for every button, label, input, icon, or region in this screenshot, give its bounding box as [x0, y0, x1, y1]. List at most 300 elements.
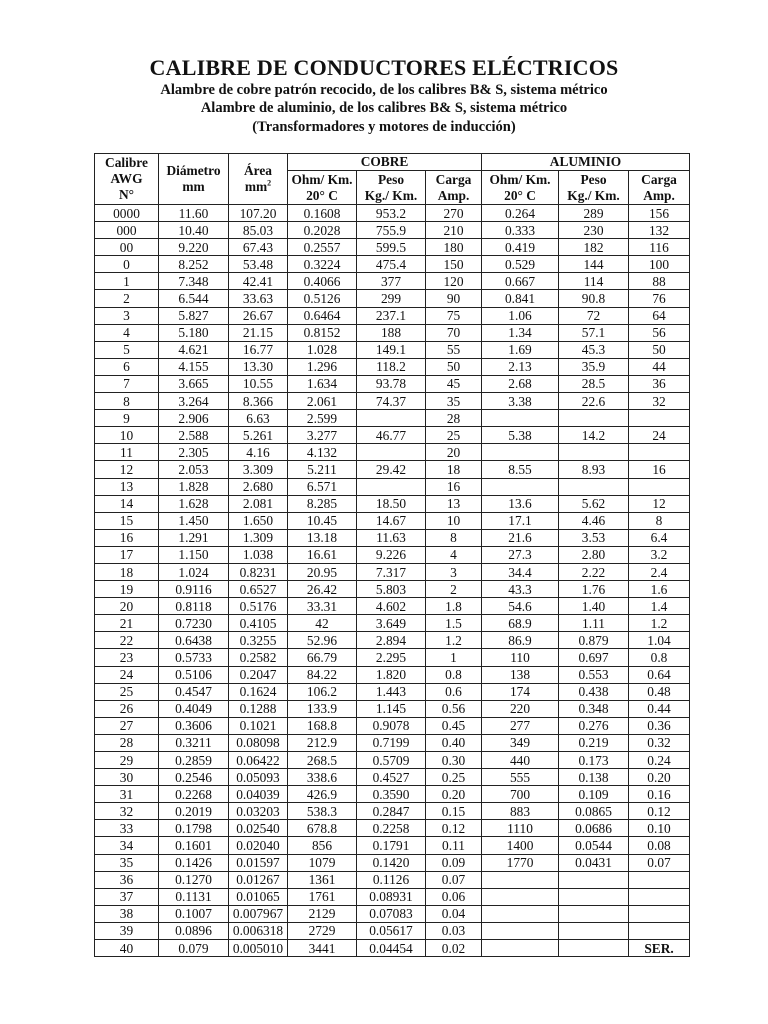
cell-aluminio-carga: 0.20 — [629, 769, 690, 786]
cell-diametro: 2.305 — [159, 444, 229, 461]
cell-diametro: 0.1131 — [159, 888, 229, 905]
cell-cobre-peso: 0.9078 — [357, 717, 426, 734]
cell-aluminio-ohm: 1.06 — [482, 307, 559, 324]
cell-cobre-peso: 2.295 — [357, 649, 426, 666]
cell-area: 0.6527 — [229, 581, 288, 598]
cell-area: 53.48 — [229, 256, 288, 273]
cell-calibre: 20 — [95, 598, 159, 615]
cell-aluminio-ohm: 21.6 — [482, 529, 559, 546]
table-row — [95, 940, 690, 957]
cell-calibre: 30 — [95, 769, 159, 786]
cell-calibre: 21 — [95, 615, 159, 632]
cell-cobre-carga: 3 — [426, 563, 482, 580]
cell-cobre-ohm: 212.9 — [288, 734, 357, 751]
cell-aluminio-carga: 76 — [629, 290, 690, 307]
cell-aluminio-peso: 4.46 — [559, 512, 629, 529]
cell-area: 2.680 — [229, 478, 288, 495]
subtitle-copper: Alambre de cobre patrón recocido, de los calibres B& S, sistema métrico — [160, 82, 608, 98]
cell-cobre-peso: 5.803 — [357, 581, 426, 598]
cell-diametro: 0.4049 — [159, 700, 229, 717]
table-row — [95, 598, 690, 615]
cell-cobre-ohm: 6.571 — [288, 478, 357, 495]
cell-area: 0.2582 — [229, 649, 288, 666]
subtitle-aluminum: Alambre de aluminio, de los calibres B& S, sistema métrico — [200, 100, 568, 116]
cell-cobre-carga: 0.09 — [426, 854, 482, 871]
cell-cobre-ohm: 84.22 — [288, 666, 357, 683]
header-area-superscript: 2 — [267, 178, 272, 188]
cell-area: 0.08098 — [229, 734, 288, 751]
cell-cobre-ohm: 106.2 — [288, 683, 357, 700]
cell-aluminio-carga: 88 — [629, 273, 690, 290]
cell-aluminio-carga: 1.04 — [629, 632, 690, 649]
cell-cobre-peso: 14.67 — [357, 512, 426, 529]
cell-aluminio-ohm — [482, 922, 559, 939]
cell-cobre-carga: 0.12 — [426, 820, 482, 837]
header-aluminio-peso — [559, 171, 629, 205]
table-row — [95, 563, 690, 580]
cell-aluminio-peso — [559, 940, 629, 957]
cell-aluminio-peso — [559, 478, 629, 495]
cell-area: 0.01597 — [229, 854, 288, 871]
cell-aluminio-ohm — [482, 478, 559, 495]
cell-aluminio-peso — [559, 444, 629, 461]
cell-diametro: 2.588 — [159, 427, 229, 444]
cell-calibre: 26 — [95, 700, 159, 717]
cell-diametro: 0.1270 — [159, 871, 229, 888]
cell-cobre-peso: 0.3590 — [357, 786, 426, 803]
cell-calibre: 4 — [95, 324, 159, 341]
cell-cobre-carga: 75 — [426, 307, 482, 324]
cell-area: 2.081 — [229, 495, 288, 512]
cell-diametro: 4.155 — [159, 358, 229, 375]
cell-area: 0.1021 — [229, 717, 288, 734]
cell-calibre: 14 — [95, 495, 159, 512]
table-row — [95, 700, 690, 717]
cell-cobre-peso: 475.4 — [357, 256, 426, 273]
cell-cobre-carga: 270 — [426, 205, 482, 222]
cell-diametro: 8.252 — [159, 256, 229, 273]
header-area-line2: mm — [244, 179, 268, 194]
cell-aluminio-ohm: 555 — [482, 769, 559, 786]
cell-cobre-peso — [357, 478, 426, 495]
header-aluminio-ohm — [482, 171, 559, 205]
header-aluminio-peso-line2: Kg./ Km. — [567, 187, 620, 203]
cell-aluminio-carga: 24 — [629, 427, 690, 444]
cell-aluminio-carga: 3.2 — [629, 546, 690, 563]
cell-diametro: 0.8118 — [159, 598, 229, 615]
cell-aluminio-peso: 0.438 — [559, 683, 629, 700]
table-row — [95, 393, 690, 410]
cell-aluminio-carga — [629, 888, 690, 905]
cell-cobre-peso: 46.77 — [357, 427, 426, 444]
cell-cobre-carga: 35 — [426, 393, 482, 410]
cell-area: 0.8231 — [229, 563, 288, 580]
cell-cobre-carga: 4 — [426, 546, 482, 563]
table-row — [95, 375, 690, 392]
cell-cobre-peso: 9.226 — [357, 546, 426, 563]
cell-calibre: 7 — [95, 375, 159, 392]
cell-aluminio-ohm: 220 — [482, 700, 559, 717]
cell-cobre-peso: 11.63 — [357, 529, 426, 546]
cell-diametro: 2.053 — [159, 461, 229, 478]
cell-cobre-carga: 0.20 — [426, 786, 482, 803]
header-calibre-line3: N° — [118, 187, 135, 202]
header-cobre-carga-line1: Carga — [435, 171, 472, 187]
cell-diametro: 1.024 — [159, 563, 229, 580]
group-header-cobre: COBRE — [288, 154, 482, 171]
cell-aluminio-carga: 0.44 — [629, 700, 690, 717]
cell-aluminio-ohm — [482, 940, 559, 957]
cell-aluminio-peso — [559, 905, 629, 922]
cell-aluminio-peso: 289 — [559, 205, 629, 222]
table-row — [95, 341, 690, 358]
cell-aluminio-peso: 14.2 — [559, 427, 629, 444]
cell-calibre: 29 — [95, 752, 159, 769]
cell-aluminio-peso: 0.0686 — [559, 820, 629, 837]
cell-diametro: 0.5733 — [159, 649, 229, 666]
cell-cobre-carga: 1.5 — [426, 615, 482, 632]
cell-aluminio-carga: 116 — [629, 239, 690, 256]
cell-aluminio-ohm: 3.38 — [482, 393, 559, 410]
cell-cobre-peso: 0.05617 — [357, 922, 426, 939]
cell-calibre: 17 — [95, 546, 159, 563]
cell-cobre-carga: 1 — [426, 649, 482, 666]
cell-aluminio-carga — [629, 478, 690, 495]
table-row — [95, 546, 690, 563]
cell-diametro: 0.2019 — [159, 803, 229, 820]
header-diametro — [159, 154, 229, 205]
cell-cobre-ohm: 0.3224 — [288, 256, 357, 273]
cell-cobre-peso: 149.1 — [357, 341, 426, 358]
cell-aluminio-ohm: 1770 — [482, 854, 559, 871]
cell-aluminio-peso: 0.879 — [559, 632, 629, 649]
cell-cobre-carga: 150 — [426, 256, 482, 273]
cell-area: 8.366 — [229, 393, 288, 410]
cell-cobre-carga: 20 — [426, 444, 482, 461]
cell-cobre-ohm: 338.6 — [288, 769, 357, 786]
cell-calibre: 12 — [95, 461, 159, 478]
cell-aluminio-peso: 8.93 — [559, 461, 629, 478]
cell-diametro: 1.628 — [159, 495, 229, 512]
cell-diametro: 0.1798 — [159, 820, 229, 837]
cell-cobre-peso — [357, 410, 426, 427]
cell-aluminio-ohm: 54.6 — [482, 598, 559, 615]
table-row — [95, 273, 690, 290]
cell-calibre: 13 — [95, 478, 159, 495]
cell-aluminio-carga: 2.4 — [629, 563, 690, 580]
table-row — [95, 307, 690, 324]
cell-calibre: 0000 — [95, 205, 159, 222]
cell-cobre-peso — [357, 444, 426, 461]
cell-aluminio-peso: 0.138 — [559, 769, 629, 786]
conductor-gauge-table — [94, 153, 690, 957]
cell-aluminio-peso: 182 — [559, 239, 629, 256]
cell-cobre-peso: 0.1420 — [357, 854, 426, 871]
table-row — [95, 461, 690, 478]
cell-cobre-peso: 2.894 — [357, 632, 426, 649]
cell-area: 21.15 — [229, 324, 288, 341]
table-row — [95, 752, 690, 769]
cell-aluminio-ohm: 86.9 — [482, 632, 559, 649]
cell-area: 0.4105 — [229, 615, 288, 632]
cell-cobre-ohm: 26.42 — [288, 581, 357, 598]
header-cobre-peso-line1: Peso — [377, 171, 405, 187]
cell-area: 16.77 — [229, 341, 288, 358]
cell-cobre-peso: 755.9 — [357, 222, 426, 239]
cell-cobre-carga: 70 — [426, 324, 482, 341]
cell-calibre: 31 — [95, 786, 159, 803]
cell-cobre-carga: 0.8 — [426, 666, 482, 683]
cell-aluminio-peso: 0.219 — [559, 734, 629, 751]
cell-aluminio-peso: 1.11 — [559, 615, 629, 632]
table-row — [95, 495, 690, 512]
cell-calibre: 25 — [95, 683, 159, 700]
table-row — [95, 427, 690, 444]
cell-cobre-ohm: 8.285 — [288, 495, 357, 512]
cell-cobre-carga: 25 — [426, 427, 482, 444]
cell-diametro: 2.906 — [159, 410, 229, 427]
table-row — [95, 649, 690, 666]
cell-aluminio-ohm: 138 — [482, 666, 559, 683]
header-cobre-peso-line2: Kg./ Km. — [364, 187, 418, 203]
cell-cobre-carga: 16 — [426, 478, 482, 495]
cell-cobre-peso: 0.5709 — [357, 752, 426, 769]
cell-cobre-carga: 0.03 — [426, 922, 482, 939]
cell-aluminio-carga: 0.16 — [629, 786, 690, 803]
cell-aluminio-ohm: 2.68 — [482, 375, 559, 392]
cell-area: 4.16 — [229, 444, 288, 461]
cell-area: 0.3255 — [229, 632, 288, 649]
cell-cobre-ohm: 1761 — [288, 888, 357, 905]
cell-diametro: 0.3606 — [159, 717, 229, 734]
cell-area: 107.20 — [229, 205, 288, 222]
cell-cobre-carga: 0.6 — [426, 683, 482, 700]
cell-cobre-peso: 0.2847 — [357, 803, 426, 820]
cell-calibre: 11 — [95, 444, 159, 461]
cell-aluminio-carga: 6.4 — [629, 529, 690, 546]
cell-cobre-ohm: 1361 — [288, 871, 357, 888]
cell-aluminio-peso: 2.22 — [559, 563, 629, 580]
header-calibre-line2: AWG — [110, 171, 143, 186]
cell-cobre-ohm: 3441 — [288, 940, 357, 957]
cell-aluminio-carga: 64 — [629, 307, 690, 324]
cell-cobre-ohm: 0.6464 — [288, 307, 357, 324]
cell-calibre: 000 — [95, 222, 159, 239]
cell-cobre-carga: 28 — [426, 410, 482, 427]
cell-cobre-carga: 0.30 — [426, 752, 482, 769]
cell-diametro: 5.180 — [159, 324, 229, 341]
cell-aluminio-peso: 45.3 — [559, 341, 629, 358]
cell-aluminio-ohm: 700 — [482, 786, 559, 803]
table-row — [95, 803, 690, 820]
cell-aluminio-ohm: 883 — [482, 803, 559, 820]
header-cobre-ohm-line2: 20° C — [306, 187, 338, 203]
cell-aluminio-peso: 0.0431 — [559, 854, 629, 871]
cell-aluminio-peso: 0.348 — [559, 700, 629, 717]
cell-diametro: 11.60 — [159, 205, 229, 222]
table-row — [95, 324, 690, 341]
cell-area: 0.005010 — [229, 940, 288, 957]
cell-calibre: 23 — [95, 649, 159, 666]
cell-cobre-carga: 0.04 — [426, 905, 482, 922]
cell-aluminio-carga: 44 — [629, 358, 690, 375]
cell-aluminio-peso: 3.53 — [559, 529, 629, 546]
cell-cobre-carga: 0.25 — [426, 769, 482, 786]
table-row — [95, 820, 690, 837]
cell-cobre-peso: 188 — [357, 324, 426, 341]
header-diametro-line1: Diámetro — [166, 163, 221, 178]
cell-aluminio-peso: 114 — [559, 273, 629, 290]
cell-aluminio-carga: 0.64 — [629, 666, 690, 683]
cell-cobre-ohm: 0.2028 — [288, 222, 357, 239]
cell-cobre-carga: 0.07 — [426, 871, 482, 888]
cell-aluminio-carga: 0.24 — [629, 752, 690, 769]
cell-cobre-ohm: 52.96 — [288, 632, 357, 649]
cell-aluminio-peso: 0.697 — [559, 649, 629, 666]
cell-diametro: 10.40 — [159, 222, 229, 239]
cell-cobre-ohm: 2129 — [288, 905, 357, 922]
cell-calibre: 27 — [95, 717, 159, 734]
cell-diametro: 4.621 — [159, 341, 229, 358]
cell-area: 26.67 — [229, 307, 288, 324]
cell-aluminio-peso — [559, 410, 629, 427]
cell-aluminio-peso: 144 — [559, 256, 629, 273]
cell-cobre-ohm: 1.634 — [288, 375, 357, 392]
cell-diametro: 1.828 — [159, 478, 229, 495]
cell-diametro: 9.220 — [159, 239, 229, 256]
document-title: CALIBRE DE CONDUCTORES ELÉCTRICOS — [149, 55, 619, 80]
cell-diametro: 0.2859 — [159, 752, 229, 769]
cell-aluminio-ohm: 2.13 — [482, 358, 559, 375]
cell-area: 0.2047 — [229, 666, 288, 683]
cell-calibre: 9 — [95, 410, 159, 427]
cell-cobre-ohm: 0.2557 — [288, 239, 357, 256]
cell-area: 1.650 — [229, 512, 288, 529]
cell-aluminio-carga: 16 — [629, 461, 690, 478]
cell-aluminio-ohm: 277 — [482, 717, 559, 734]
cell-calibre: 37 — [95, 888, 159, 905]
cell-calibre: 22 — [95, 632, 159, 649]
cell-diametro: 0.1007 — [159, 905, 229, 922]
cell-aluminio-carga — [629, 905, 690, 922]
cell-diametro: 5.827 — [159, 307, 229, 324]
cell-cobre-ohm: 33.31 — [288, 598, 357, 615]
cell-aluminio-carga: 12 — [629, 495, 690, 512]
cell-cobre-peso: 0.1126 — [357, 871, 426, 888]
cell-aluminio-carga: 8 — [629, 512, 690, 529]
cell-aluminio-peso: 0.173 — [559, 752, 629, 769]
cell-aluminio-carga: 56 — [629, 324, 690, 341]
header-cobre-ohm-line1: Ohm/ Km. — [291, 171, 353, 187]
cell-area: 0.1288 — [229, 700, 288, 717]
cell-aluminio-ohm: 1.69 — [482, 341, 559, 358]
cell-aluminio-ohm: 349 — [482, 734, 559, 751]
cell-calibre: 2 — [95, 290, 159, 307]
cell-cobre-carga: 10 — [426, 512, 482, 529]
cell-aluminio-peso: 72 — [559, 307, 629, 324]
cell-calibre: 5 — [95, 341, 159, 358]
cell-aluminio-ohm: 0.841 — [482, 290, 559, 307]
cell-aluminio-ohm: 1.34 — [482, 324, 559, 341]
cell-diametro: 0.3211 — [159, 734, 229, 751]
cell-cobre-peso: 4.602 — [357, 598, 426, 615]
table-row — [95, 769, 690, 786]
cell-cobre-peso: 299 — [357, 290, 426, 307]
cell-aluminio-peso: 0.553 — [559, 666, 629, 683]
cell-cobre-peso: 0.07083 — [357, 905, 426, 922]
table-row — [95, 239, 690, 256]
cell-cobre-carga: 55 — [426, 341, 482, 358]
cell-cobre-ohm: 4.132 — [288, 444, 357, 461]
cell-aluminio-peso: 90.8 — [559, 290, 629, 307]
header-aluminio-peso-line1: Peso — [580, 171, 607, 187]
cell-cobre-peso: 1.145 — [357, 700, 426, 717]
cell-cobre-peso: 29.42 — [357, 461, 426, 478]
cell-aluminio-ohm — [482, 871, 559, 888]
cell-aluminio-ohm: 0.264 — [482, 205, 559, 222]
cell-cobre-carga: 0.40 — [426, 734, 482, 751]
header-area-line1: Área — [243, 163, 272, 178]
cell-aluminio-carga: 32 — [629, 393, 690, 410]
cell-aluminio-carga: 100 — [629, 256, 690, 273]
cell-aluminio-carga: 0.48 — [629, 683, 690, 700]
header-area — [229, 154, 288, 205]
cell-cobre-peso: 0.4527 — [357, 769, 426, 786]
cell-aluminio-peso: 230 — [559, 222, 629, 239]
cell-cobre-carga: 210 — [426, 222, 482, 239]
table-row — [95, 632, 690, 649]
cell-aluminio-peso — [559, 922, 629, 939]
cell-aluminio-ohm: 13.6 — [482, 495, 559, 512]
cell-aluminio-peso — [559, 871, 629, 888]
cell-calibre: 1 — [95, 273, 159, 290]
cell-calibre: 8 — [95, 393, 159, 410]
cell-area: 33.63 — [229, 290, 288, 307]
table-row — [95, 222, 690, 239]
cell-area: 5.261 — [229, 427, 288, 444]
cell-cobre-carga: 13 — [426, 495, 482, 512]
cell-calibre: 33 — [95, 820, 159, 837]
cell-aluminio-carga — [629, 922, 690, 939]
cell-cobre-ohm: 133.9 — [288, 700, 357, 717]
cell-aluminio-peso: 0.0544 — [559, 837, 629, 854]
cell-cobre-carga: 120 — [426, 273, 482, 290]
cell-aluminio-ohm: 27.3 — [482, 546, 559, 563]
cell-area: 0.05093 — [229, 769, 288, 786]
cell-aluminio-ohm — [482, 410, 559, 427]
cell-area: 0.1624 — [229, 683, 288, 700]
cell-cobre-carga: 0.11 — [426, 837, 482, 854]
table-row — [95, 905, 690, 922]
cell-aluminio-ohm: 34.4 — [482, 563, 559, 580]
header-diametro-line2: mm — [182, 179, 205, 194]
cell-cobre-ohm: 678.8 — [288, 820, 357, 837]
cell-cobre-ohm: 0.8152 — [288, 324, 357, 341]
header-cobre-carga — [426, 171, 482, 205]
cell-cobre-peso: 953.2 — [357, 205, 426, 222]
cell-area: 3.309 — [229, 461, 288, 478]
table-row — [95, 205, 690, 222]
cell-calibre: 39 — [95, 922, 159, 939]
cell-cobre-peso: 74.37 — [357, 393, 426, 410]
table-row — [95, 444, 690, 461]
cell-aluminio-ohm: 5.38 — [482, 427, 559, 444]
cell-calibre: 36 — [95, 871, 159, 888]
cell-aluminio-peso: 57.1 — [559, 324, 629, 341]
cell-cobre-ohm: 856 — [288, 837, 357, 854]
table-row — [95, 478, 690, 495]
header-cobre-peso — [357, 171, 426, 205]
